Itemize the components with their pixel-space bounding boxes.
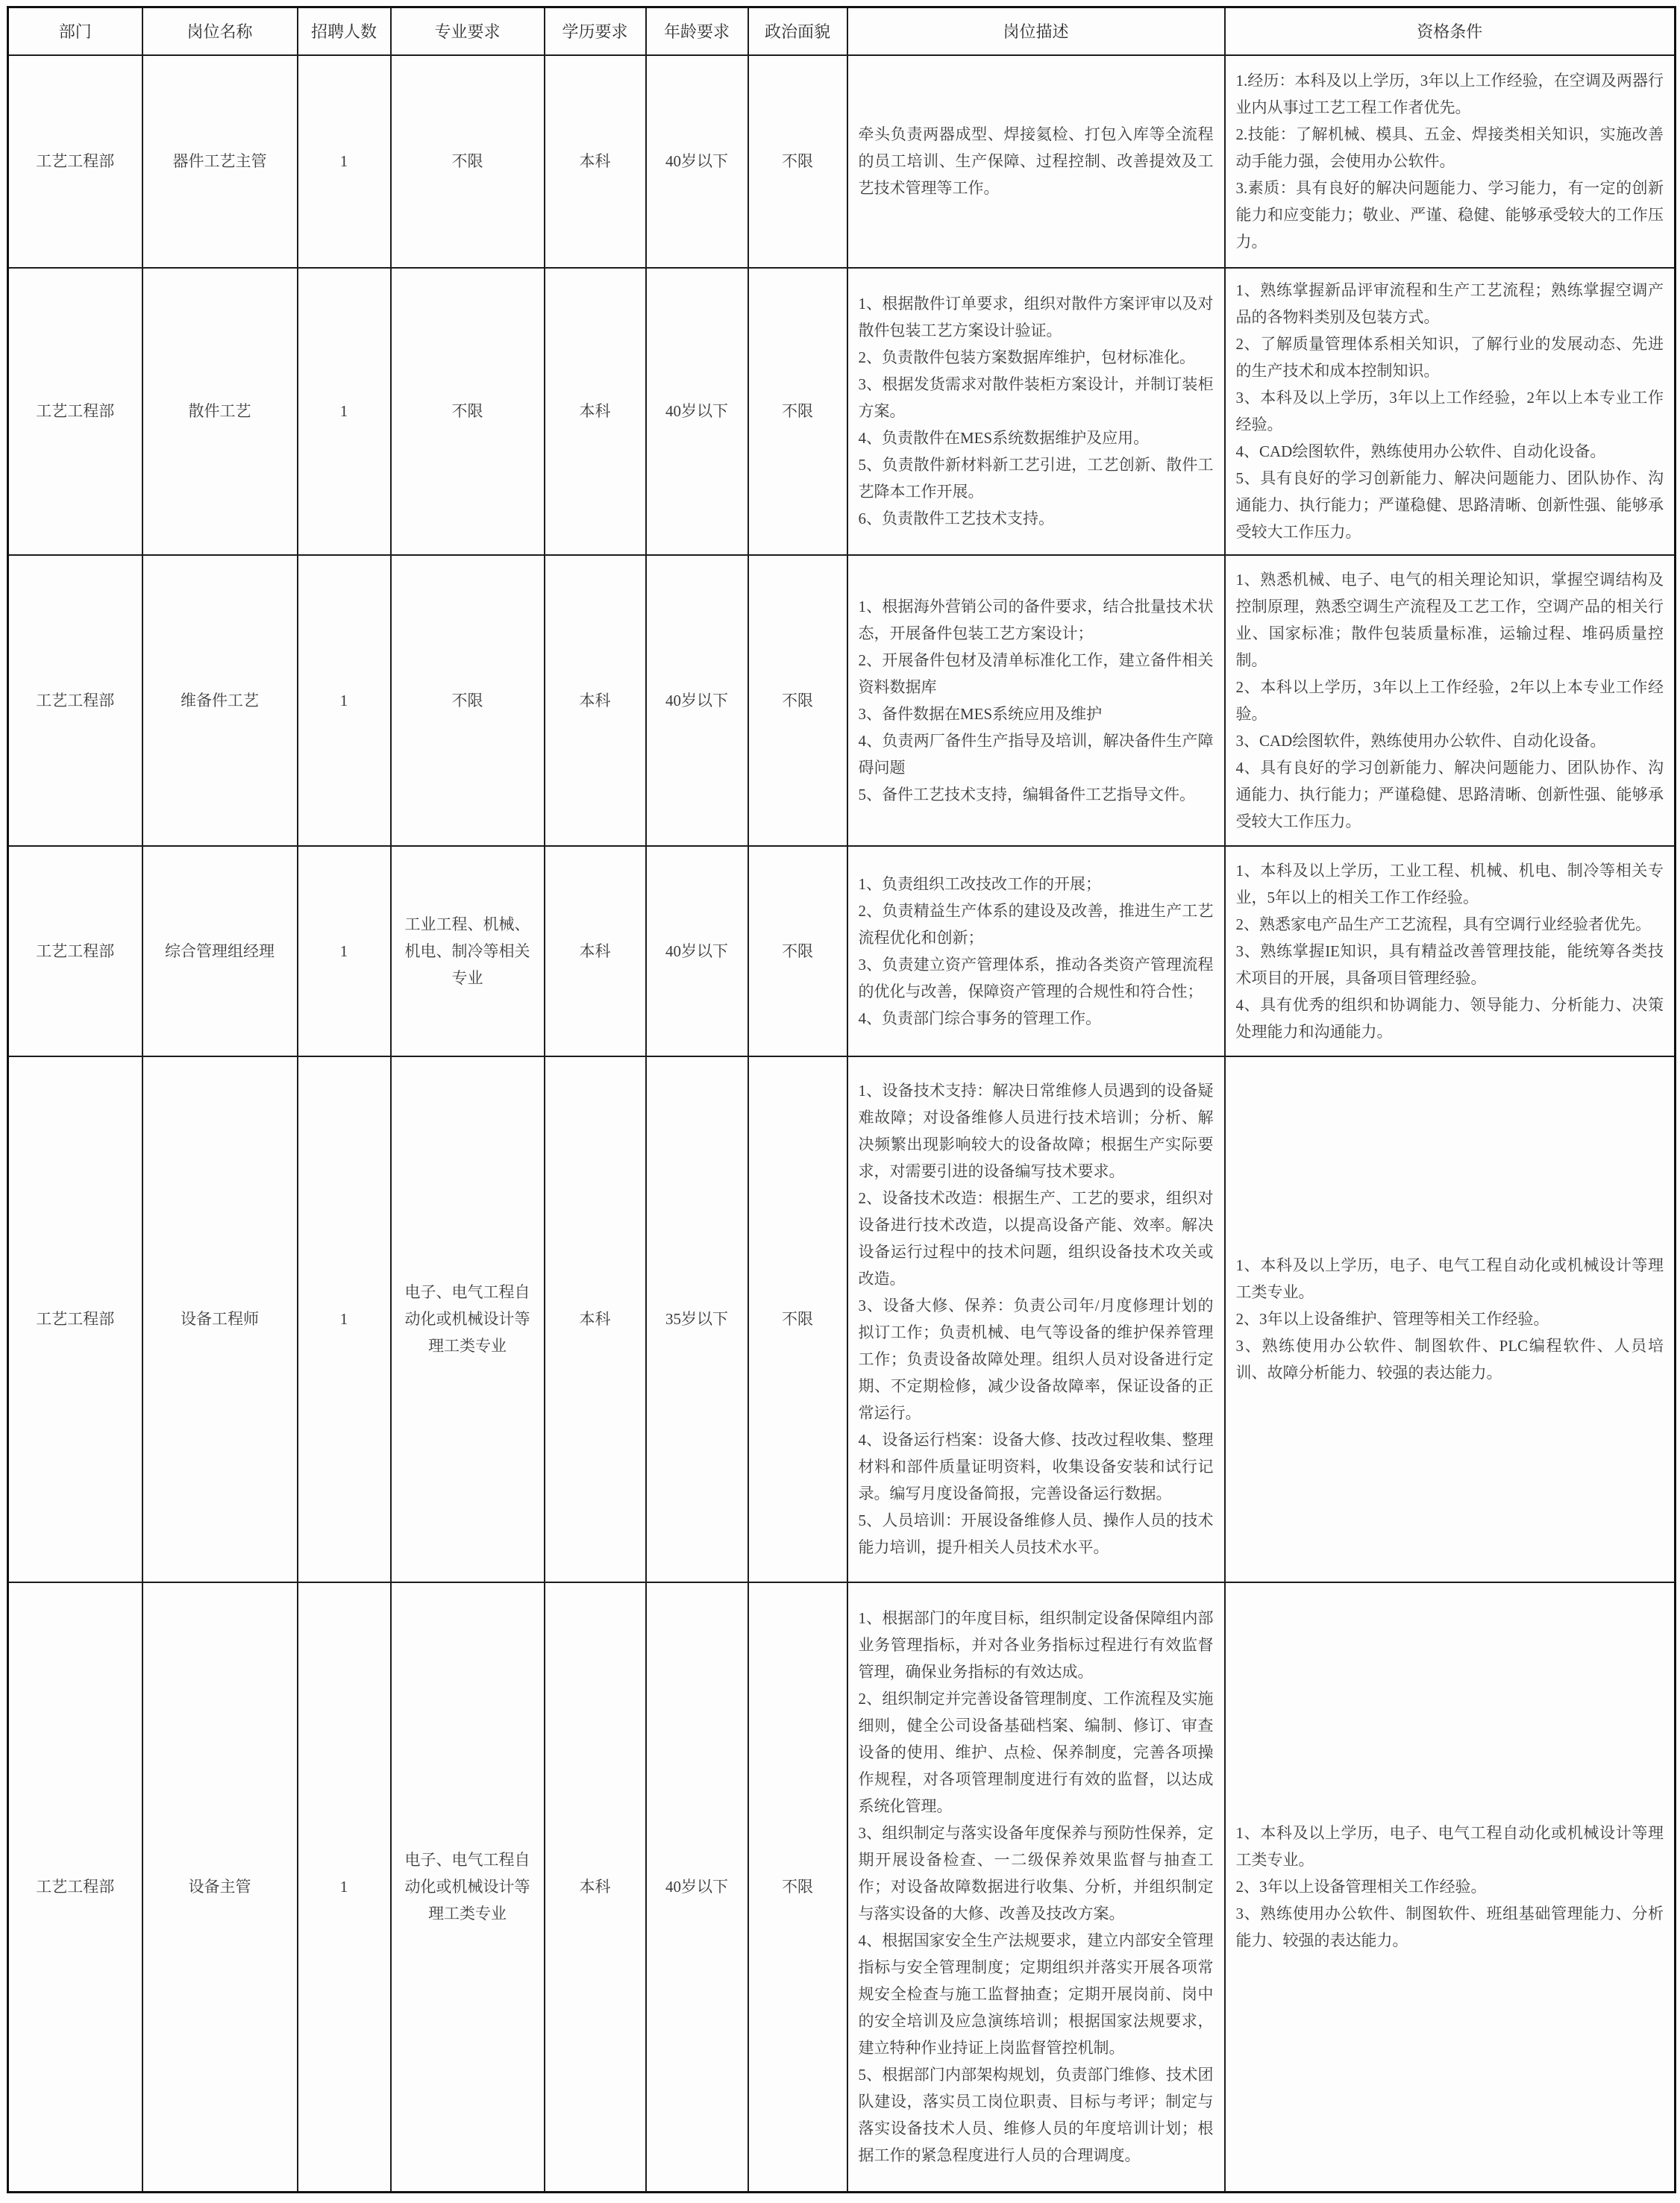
text-paragraph: 2、负责散件包装方案数据库维护，包材标准化。	[858, 348, 1195, 366]
column-header-qualifications: 资格条件	[1225, 7, 1676, 55]
text-paragraph: 5、根据部门内部架构规划，负责部门维修、技术团队建设，落实员工岗位职责、目标与考评；制定与落实设备技术人员、维修人员的年度培训计划；根据工作的紧急程度进行人员的合理调度。	[858, 2066, 1214, 2165]
cell-qualifications	[1225, 1582, 1676, 2193]
text-paragraph: 2、3年以上设备维护、管理等相关工作经验。	[1235, 1310, 1549, 1328]
text-paragraph: 2.技能：了解机械、模具、五金、焊接类相关知识，实施改善动手能力强，会使用办公软件。	[1235, 125, 1664, 170]
cell-political-status: 不限	[748, 268, 847, 555]
cell-headcount: 1	[298, 846, 391, 1056]
column-header-major: 专业要求	[391, 7, 545, 55]
cell-education: 本科	[545, 55, 646, 268]
cell-job-description	[847, 1582, 1225, 2193]
cell-department: 工艺工程部	[8, 846, 142, 1056]
cell-major: 不限	[391, 55, 545, 268]
cell-position: 维备件工艺	[142, 555, 298, 846]
text-paragraph: 3、熟练使用办公软件、制图软件、班组基础管理能力、分析能力、较强的表达能力。	[1235, 1905, 1664, 1950]
column-header-job-description: 岗位描述	[847, 7, 1225, 55]
text-paragraph: 5、负责散件新材料新工艺引进，工艺创新、散件工艺降本工作开展。	[858, 456, 1214, 501]
text-paragraph: 牵头负责两器成型、焊接氦检、打包入库等全流程的员工培训、生产保障、过程控制、改善提效及工艺技术管理等工作。	[858, 125, 1214, 197]
text-paragraph: 4、负责散件在MES系统数据维护及应用。	[858, 429, 1150, 447]
cell-political-status: 不限	[748, 1582, 847, 2193]
cell-position: 设备工程师	[142, 1056, 298, 1582]
column-header-position: 岗位名称	[142, 7, 298, 55]
cell-major: 不限	[391, 268, 545, 555]
text-paragraph: 1、根据散件订单要求，组织对散件方案评审以及对散件包装工艺方案设计验证。	[858, 295, 1214, 339]
cell-major: 电子、电气工程自动化或机械设计等理工类专业	[391, 1582, 545, 2193]
cell-political-status: 不限	[748, 555, 847, 846]
table-row	[8, 268, 1676, 555]
cell-age: 40岁以下	[646, 555, 748, 846]
cell-job-description	[847, 1056, 1225, 1582]
text-paragraph: 2、开展备件包材及清单标准化工作，建立备件相关资料数据库	[858, 651, 1214, 696]
text-paragraph: 4、CAD绘图软件，熟练使用办公软件、自动化设备。	[1235, 442, 1606, 460]
text-paragraph: 1、负责组织工改技改工作的开展；	[858, 874, 1101, 893]
cell-age: 40岁以下	[646, 1582, 748, 2193]
text-paragraph: 2、3年以上设备管理相关工作经验。	[1235, 1878, 1487, 1896]
cell-age: 35岁以下	[646, 1056, 748, 1582]
cell-age: 40岁以下	[646, 55, 748, 268]
text-paragraph: 1、本科及以上学历，工业工程、机械、机电、制冷等相关专业，5年以上的相关工作工作经验。	[1235, 861, 1664, 906]
table-row	[8, 55, 1676, 268]
cell-major: 工业工程、机械、机电、制冷等相关专业	[391, 846, 545, 1056]
text-paragraph: 4、具有优秀的组织和协调能力、领导能力、分析能力、决策处理能力和沟通能力。	[1235, 995, 1664, 1041]
column-header-education: 学历要求	[545, 7, 646, 55]
text-paragraph: 3、根据发货需求对散件装柜方案设计，并制订装柜方案。	[858, 375, 1214, 420]
text-paragraph: 1、本科及以上学历，电子、电气工程自动化或机械设计等理工类专业。	[1235, 1824, 1664, 1870]
text-paragraph: 3、设备大修、保养：负责公司年/月度修理计划的拟订工作；负责机械、电气等设备的维护保养管理工作；负责设备故障处理。组织人员对设备进行定期、不定期检修，减少设备故障率，保证设备的正常运行。	[858, 1297, 1214, 1422]
text-paragraph: 3.素质：具有良好的解决问题能力、学习能力，有一定的创新能力和应变能力；敬业、严谨、稳健、能够承受较大的工作压力。	[1235, 179, 1664, 251]
text-paragraph: 1、根据部门的年度目标，组织制定设备保障组内部业务管理指标，并对各业务指标过程进行有效监督管理，确保业务指标的有效达成。	[858, 1609, 1214, 1682]
cell-department: 工艺工程部	[8, 1582, 142, 2193]
text-paragraph: 4、负责两厂备件生产指导及培训，解决备件生产障碍问题	[858, 731, 1214, 777]
text-paragraph: 3、组织制定与落实设备年度保养与预防性保养，定期开展设备检查、一二级保养效果监督与抽查工作；对设备故障数据进行收集、分析，并组织制定与落实设备的大修、改善及技改方案。	[858, 1824, 1214, 1923]
text-paragraph: 2、本科以上学历，3年以上工作经验，2年以上本专业工作经验。	[1235, 677, 1664, 723]
text-paragraph: 3、备件数据在MES系统应用及维护	[858, 704, 1103, 723]
cell-political-status: 不限	[748, 55, 847, 268]
table-row	[8, 846, 1676, 1056]
cell-education: 本科	[545, 1582, 646, 2193]
text-paragraph: 1.经历：本科及以上学历，3年以上工作经验，在空调及两器行业内从事过工艺工程工作者优先。	[1235, 72, 1664, 116]
text-paragraph: 5、备件工艺技术支持，编辑备件工艺指导文件。	[858, 785, 1195, 803]
text-paragraph: 4、负责部门综合事务的管理工作。	[858, 1009, 1101, 1027]
cell-headcount: 1	[298, 555, 391, 846]
cell-headcount: 1	[298, 268, 391, 555]
cell-major: 不限	[391, 555, 545, 846]
cell-headcount: 1	[298, 1582, 391, 2193]
cell-department: 工艺工程部	[8, 1056, 142, 1582]
cell-headcount: 1	[298, 1056, 391, 1582]
cell-major: 电子、电气工程自动化或机械设计等理工类专业	[391, 1056, 545, 1582]
text-paragraph: 3、CAD绘图软件，熟练使用办公软件、自动化设备。	[1235, 731, 1606, 750]
text-paragraph: 2、负责精益生产体系的建设及改善，推进生产工艺流程优化和创新；	[858, 901, 1214, 947]
column-header-department: 部门	[8, 7, 142, 55]
job-postings-table	[7, 6, 1676, 2193]
text-paragraph: 1、本科及以上学历，电子、电气工程自动化或机械设计等理工类专业。	[1235, 1256, 1664, 1301]
text-paragraph: 2、熟悉家电产品生产工艺流程，具有空调行业经验者优先。	[1235, 915, 1651, 933]
text-paragraph: 5、具有良好的学习创新能力、解决问题能力、团队协作、沟通能力、执行能力；严谨稳健、思路清晰、创新性强、能够承受较大工作压力。	[1235, 469, 1664, 541]
text-paragraph: 2、设备技术改造：根据生产、工艺的要求，组织对设备进行技术改造，以提高设备产能、效率。解决设备运行过程中的技术问题，组织设备技术攻关或改造。	[858, 1189, 1214, 1288]
text-paragraph: 1、根据海外营销公司的备件要求，结合批量技术状态，开展备件包装工艺方案设计；	[858, 597, 1214, 642]
cell-position: 器件工艺主管	[142, 55, 298, 268]
cell-age: 40岁以下	[646, 846, 748, 1056]
cell-qualifications	[1225, 268, 1676, 555]
table-row	[8, 555, 1676, 846]
cell-political-status: 不限	[748, 846, 847, 1056]
cell-education: 本科	[545, 555, 646, 846]
cell-age: 40岁以下	[646, 268, 748, 555]
text-paragraph: 1、设备技术支持：解决日常维修人员遇到的设备疑难故障；对设备维修人员进行技术培训；分析、解决频繁出现影响较大的设备故障；根据生产实际要求，对需要引进的设备编写技术要求。	[858, 1082, 1214, 1180]
column-header-age: 年龄要求	[646, 7, 748, 55]
cell-department: 工艺工程部	[8, 268, 142, 555]
cell-qualifications	[1225, 555, 1676, 846]
cell-job-description	[847, 846, 1225, 1056]
cell-qualifications	[1225, 846, 1676, 1056]
cell-job-description	[847, 268, 1225, 555]
table-header-row	[8, 7, 1676, 55]
cell-headcount: 1	[298, 55, 391, 268]
cell-education: 本科	[545, 1056, 646, 1582]
table-row	[8, 1582, 1676, 2193]
column-header-political-status: 政治面貌	[748, 7, 847, 55]
text-paragraph: 3、本科及以上学历，3年以上工作经验，2年以上本专业工作经验。	[1235, 389, 1664, 433]
column-header-headcount: 招聘人数	[298, 7, 391, 55]
text-paragraph: 4、根据国家安全生产法规要求，建立内部安全管理指标与安全管理制度；定期组织并落实开展各项常规安全检查与施工监督抽查；定期开展岗前、岗中的安全培训及应急演练培训；根据国家法规要求，建立特种作业持证上岗监督管控机制。	[858, 1931, 1214, 2058]
cell-qualifications	[1225, 55, 1676, 268]
text-paragraph: 4、设备运行档案：设备大修、技改过程收集、整理材料和部件质量证明资料，收集设备安装和试行记录。编写月度设备简报，完善设备运行数据。	[858, 1431, 1214, 1502]
text-paragraph: 6、负责散件工艺技术支持。	[858, 510, 1054, 527]
cell-position: 综合管理组经理	[142, 846, 298, 1056]
text-paragraph: 1、熟悉机械、电子、电气的相关理论知识，掌握空调结构及控制原理，熟悉空调生产流程及工艺工作，空调产品的相关行业、国家标准；散件包装质量标准，运输过程、堆码质量控制。	[1235, 570, 1664, 669]
cell-position: 设备主管	[142, 1582, 298, 2193]
table-body	[8, 55, 1676, 2193]
text-paragraph: 3、熟练掌握IE知识，具有精益改善管理技能，能统筹各类技术项目的开展，具备项目管理经验。	[1235, 941, 1664, 987]
cell-position: 散件工艺	[142, 268, 298, 555]
cell-political-status: 不限	[748, 1056, 847, 1582]
text-paragraph: 2、组织制定并完善设备管理制度、工作流程及实施细则，健全公司设备基础档案、编制、修订、审查设备的使用、维护、点检、保养制度，完善各项操作规程，对各项管理制度进行有效的监督，以达成系统化管理。	[858, 1690, 1214, 1816]
text-paragraph: 4、具有良好的学习创新能力、解决问题能力、团队协作、沟通能力、执行能力；严谨稳健、思路清晰、创新性强、能够承受较大工作压力。	[1235, 758, 1664, 830]
text-paragraph: 3、负责建立资产管理体系，推动各类资产管理流程的优化与改善，保障资产管理的合规性和符合性；	[858, 955, 1214, 1000]
text-paragraph: 1、熟练掌握新品评审流程和生产工艺流程；熟练掌握空调产品的各物料类别及包装方式。	[1235, 281, 1664, 326]
cell-department: 工艺工程部	[8, 555, 142, 846]
cell-education: 本科	[545, 846, 646, 1056]
cell-job-description	[847, 555, 1225, 846]
cell-job-description	[847, 55, 1225, 268]
cell-education: 本科	[545, 268, 646, 555]
cell-department: 工艺工程部	[8, 55, 142, 268]
cell-qualifications	[1225, 1056, 1676, 1582]
text-paragraph: 3、熟练使用办公软件、制图软件、PLC编程软件、人员培训、故障分析能力、较强的表达能力。	[1235, 1337, 1664, 1382]
text-paragraph: 5、人员培训：开展设备维修人员、操作人员的技术能力培训，提升相关人员技术水平。	[858, 1511, 1214, 1556]
table-row	[8, 1056, 1676, 1582]
text-paragraph: 2、了解质量管理体系相关知识，了解行业的发展动态、先进的生产技术和成本控制知识。	[1235, 335, 1664, 380]
